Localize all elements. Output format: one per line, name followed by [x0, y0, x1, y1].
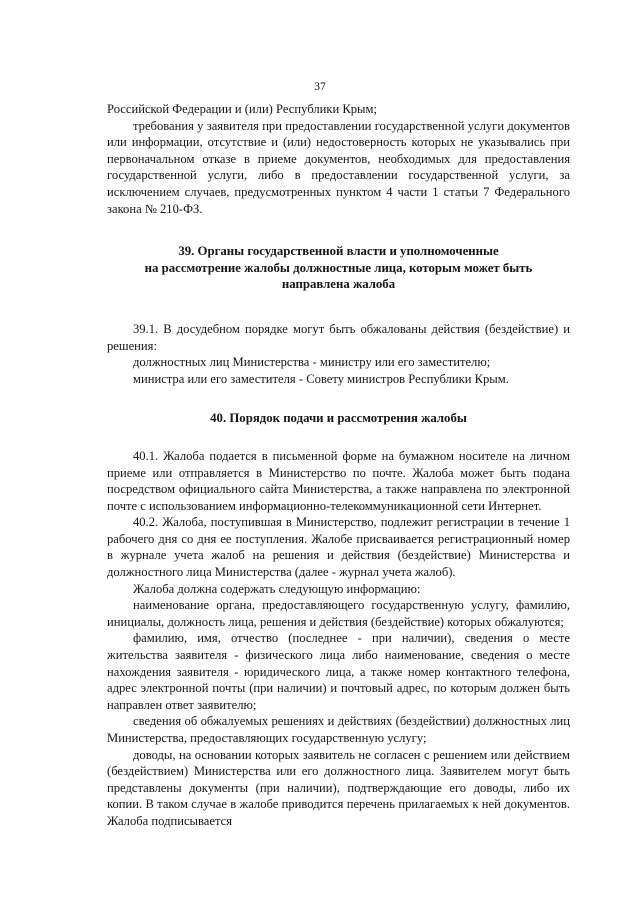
paragraph-40-2: 40.2. Жалоба, поступившая в Министерство, подлежит регистрации в течение 1 рабочего дня со дня ее поступления. Жалобе присваивается регистрационный номер в журнале учета жалоб на решения и действия (бездействие) Министерства и должностного лица Министерства (далее - журнал учета жалоб). [107, 515, 570, 580]
section-39-heading [107, 243, 570, 293]
paragraph-39-minister: министра или его заместителя - Совету министров Республики Крым. [133, 371, 509, 386]
section-39-heading-line: направлена жалоба [281, 277, 396, 292]
paragraph-arguments: доводы, на основании которых заявитель не согласен с решением или действием (бездействием) Министерства или его должностного лица. Заявителем могут быть представлены документы (при наличии), подтверждающие его доводы, либо их копии. В таком случае в жалобе приводится перечень прилагаемых к ней документов. Жалоба подписывается [107, 747, 570, 828]
section-39-heading-line: 39. Органы государственной власти и уполномоченные [178, 244, 499, 259]
paragraph-complaint-contents: Жалоба должна содержать следующую информацию: [133, 581, 421, 596]
page-number: 37 [314, 81, 326, 93]
paragraph-39-officials: должностных лиц Министерства - министру или его заместителю; [133, 355, 491, 370]
intro-paragraph-1: Российской Федерации и (или) Республики Крым; [107, 102, 377, 116]
paragraph-40-1: 40.1. Жалоба подается в письменной форме на бумажном носителе на личном приеме или отправляется в Министерство по почте. Жалоба может быть подана посредством официального сайта Министерства, а также направлена по электронной почте с использованием информационно-телекоммуникационной сети Интернет. [107, 448, 570, 513]
paragraph-authority-name: наименование органа, предоставляющего государственную услугу, фамилию, инициалы, должность лица, решения и действия (бездействие) которых обжалуются; [107, 598, 570, 629]
paragraph-applicant-details: фамилию, имя, отчество (последнее - при наличии), сведения о месте жительства заявителя - физического лица либо наименование, сведения о месте нахождения заявителя - юридического лица, а также номер контактного телефона, адрес электронной почты (при наличии) и почтовый адрес, по которым должен быть направлен ответ заявителю; [107, 631, 570, 712]
intro-paragraph-2: требования у заявителя при предоставлении государственной услуги документов или информации, отсутствие и (или) недостоверность которых не указывались при первоначальном отказе в приеме документов, необходимых для предоставления государственной услуги, либо в предоставлении государственной услуги, за исключением случаев, предусмотренных пунктом 4 части 1 статьи 7 Федерального закона № 210-ФЗ. [107, 118, 570, 216]
paragraph-39-1: 39.1. В досудебном порядке могут быть обжалованы действия (бездействие) и решения: [107, 321, 570, 353]
section-39-heading-line: на рассмотрение жалобы должностные лица, которым может быть [144, 260, 533, 275]
section-40-heading: 40. Порядок подачи и рассмотрения жалобы [210, 411, 467, 426]
paragraph-appealed-decisions: сведения об обжалуемых решениях и действиях (бездействии) должностных лиц Министерства, предоставляющих государственную услугу; [107, 714, 570, 745]
